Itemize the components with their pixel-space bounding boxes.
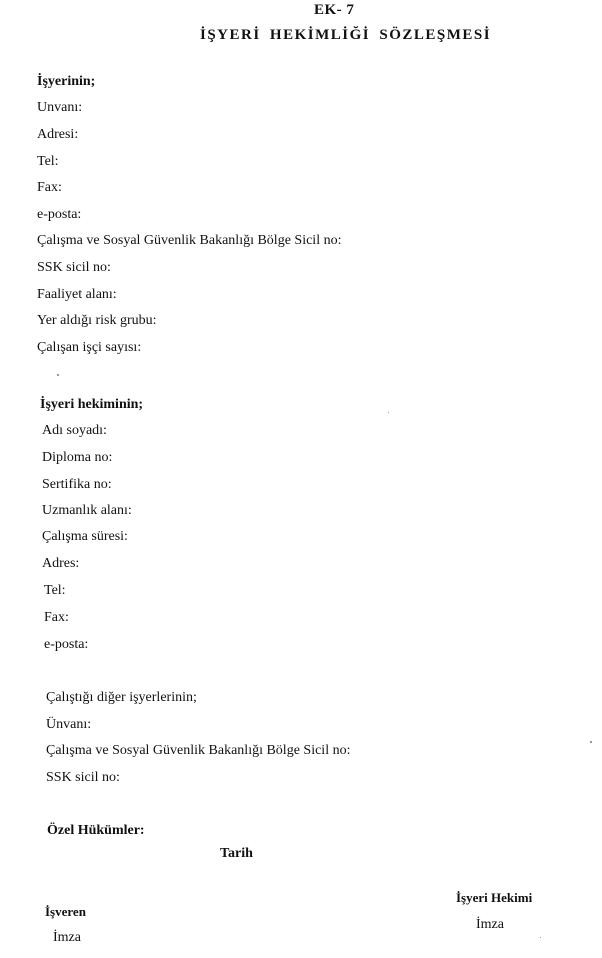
other-workplaces-field-ministry-registry: Çalışma ve Sosyal Güvenlik Bakanlığı Bölge Sicil no:	[46, 743, 351, 758]
physician-heading: İşyeri hekiminin;	[40, 397, 144, 412]
document-title: İŞYERİ HEKİMLİĞİ SÖZLEŞMESİ	[200, 27, 492, 43]
employer-field-risk-group: Yer aldığı risk grubu:	[37, 313, 157, 328]
annex-number: EK- 7	[314, 2, 355, 18]
physician-field-work-duration: Çalışma süresi:	[42, 529, 128, 544]
scan-speck	[388, 412, 389, 413]
employer-field-ministry-registry: Çalışma ve Sosyal Güvenlik Bakanlığı Bölge Sicil no:	[37, 233, 342, 248]
employer-field-title: Unvanı:	[37, 100, 83, 115]
other-workplaces-field-ssk-number: SSK sicil no:	[46, 770, 120, 785]
other-workplaces-heading: Çalıştığı diğer işyerlerinin;	[46, 690, 197, 705]
physician-field-name: Adı soyadı:	[42, 423, 107, 438]
physician-field-specialty: Uzmanlık alanı:	[42, 503, 132, 518]
employer-field-address: Adresi:	[37, 127, 79, 142]
employer-signature-label: İşveren	[45, 904, 86, 919]
employer-field-fax: Fax:	[37, 180, 62, 195]
employer-field-email: e-posta:	[37, 207, 82, 222]
employer-field-ssk-number: SSK sicil no:	[37, 260, 111, 275]
physician-field-diploma: Diploma no:	[42, 450, 113, 465]
employer-signature-line: İmza	[53, 930, 81, 945]
other-workplaces-field-title: Ünvanı:	[46, 717, 92, 732]
date-label: Tarih	[220, 846, 253, 861]
employer-field-activity-area: Faaliyet alanı:	[37, 287, 117, 302]
physician-field-tel: Tel:	[44, 583, 66, 598]
employer-field-worker-count: Çalışan işçi sayısı:	[37, 340, 142, 355]
scan-speck	[57, 374, 59, 376]
special-provisions-label: Özel Hükümler:	[47, 823, 145, 838]
employer-field-tel: Tel:	[37, 154, 59, 169]
scan-speck	[590, 741, 592, 743]
physician-field-address: Adres:	[42, 556, 80, 571]
physician-signature-line: İmza	[476, 917, 504, 932]
physician-field-email: e-posta:	[44, 637, 89, 652]
physician-signature-label: İşyeri Hekimi	[456, 890, 533, 905]
physician-field-certificate: Sertifika no:	[42, 477, 112, 492]
physician-field-fax: Fax:	[44, 610, 69, 625]
scan-speck	[540, 937, 541, 938]
employer-heading: İşyerinin;	[37, 74, 96, 89]
